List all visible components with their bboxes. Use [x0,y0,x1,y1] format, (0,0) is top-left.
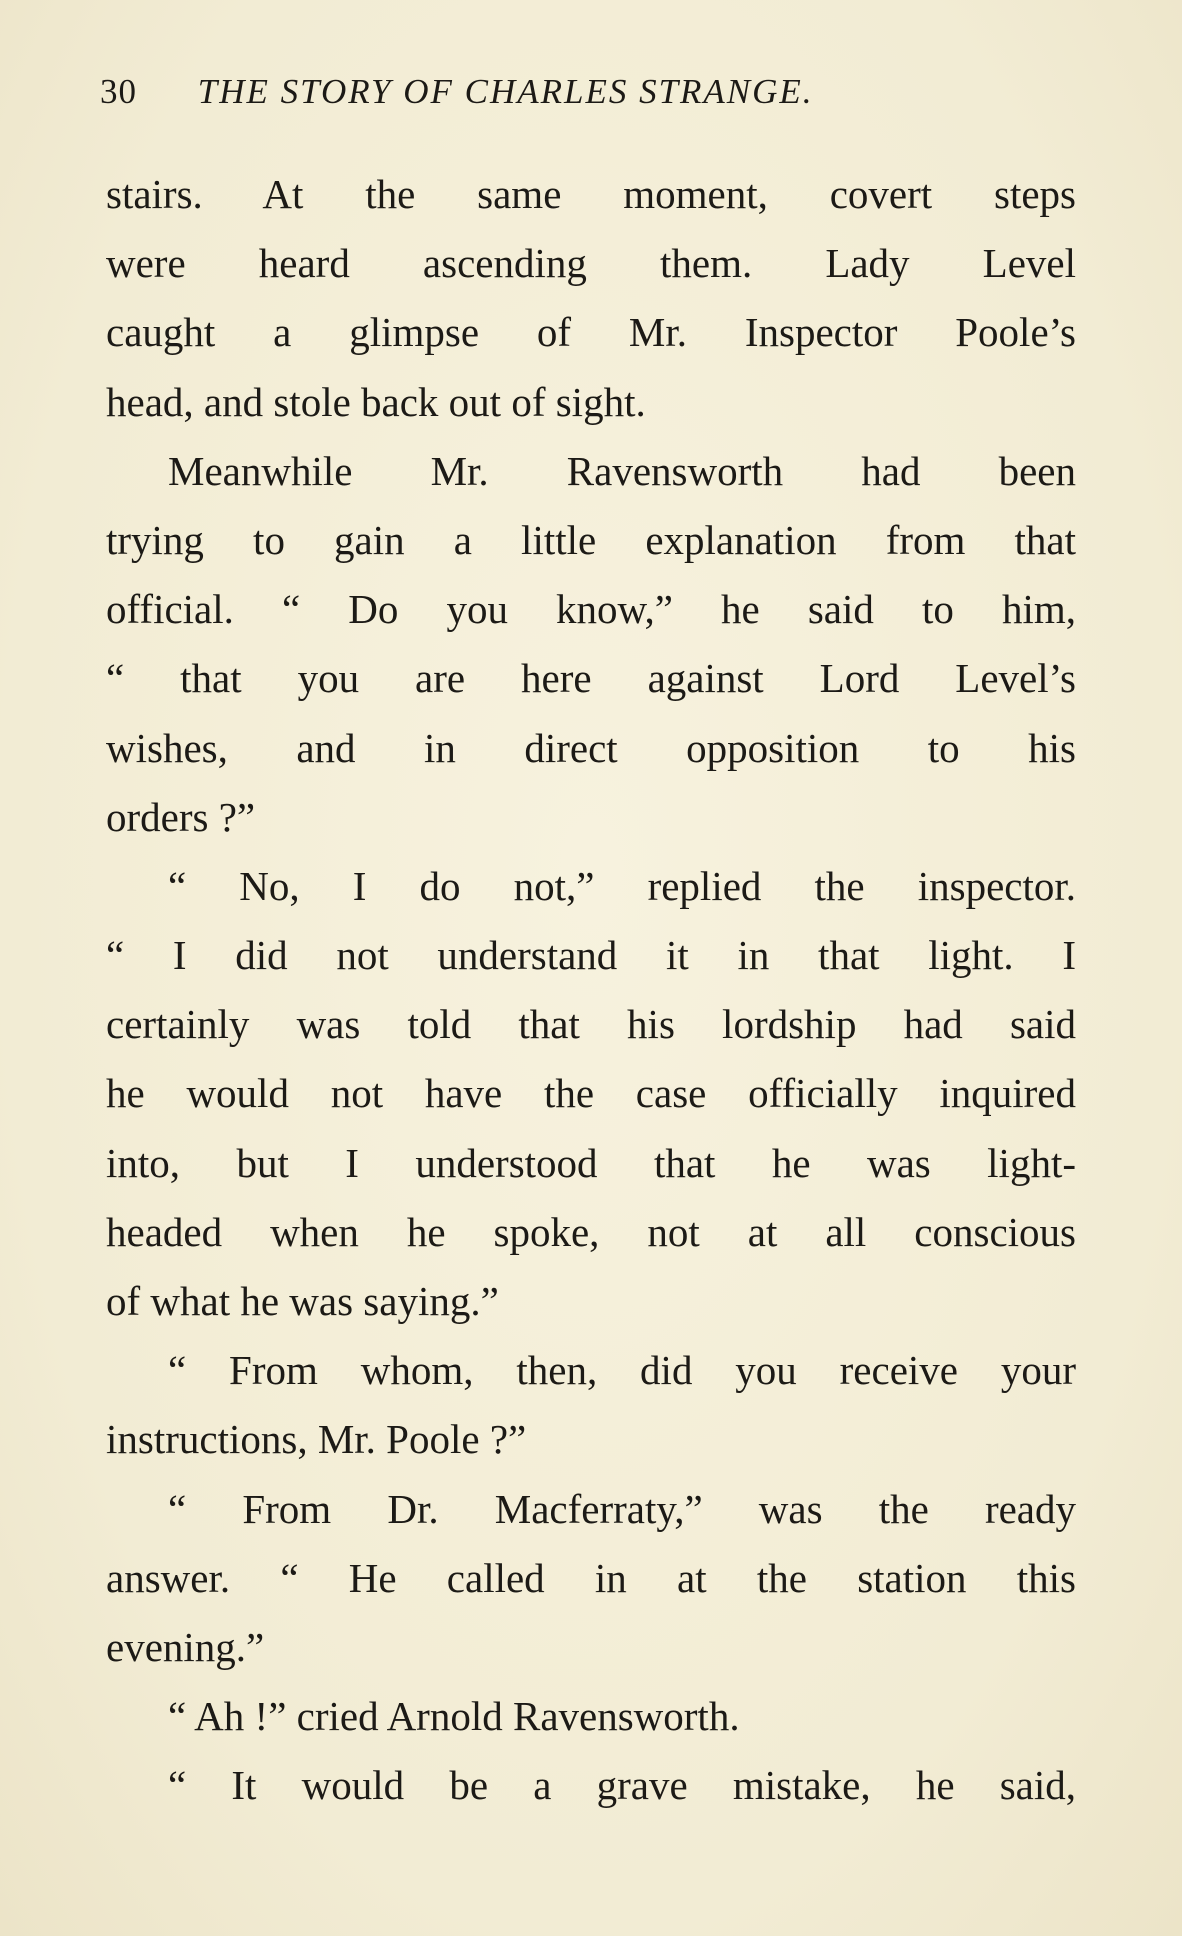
text-line: “ It would be a grave mistake, he said, [168,1762,1076,1809]
text-line: headed when he spoke, not at all conscious [106,1208,1076,1255]
text-line: “ No, I do not,” replied the inspector. [168,862,1076,909]
text-line: “ Ah !” cried Arnold Ravensworth. [168,1693,740,1740]
text-line: were heard ascending them. Lady Level [106,240,1076,287]
text-line: answer. “ He called in at the station this [106,1554,1076,1601]
text-line: “ that you are here against Lord Level’s [106,655,1076,702]
text-line: into, but I understood that he was light- [106,1139,1076,1186]
text-line: stairs. At the same moment, covert steps [106,171,1076,217]
text-line: caught a glimpse of Mr. Inspector Poole’s [106,309,1076,356]
text-line: certainly was told that his lordship had said [106,1001,1076,1048]
text-body [106,160,1076,1821]
text-line: Meanwhile Mr. Ravensworth had been [168,447,1076,494]
text-line: orders ?” [106,793,256,840]
running-head [100,72,1080,132]
text-line: of what he was saying.” [106,1278,499,1324]
running-title: THE STORY OF CHARLES STRANGE. [197,72,814,111]
text-line: trying to gain a little explanation from that [106,516,1076,563]
text-line: head, and stole back out of sight. [106,378,646,425]
text-line: wishes, and in direct opposition to his [106,724,1076,771]
text-line: instructions, Mr. Poole ?” [106,1416,527,1463]
text-line: evening.” [106,1623,265,1670]
text-line: “ From whom, then, did you receive your [168,1347,1076,1394]
text-line: official. “ Do you know,” he said to him, [106,586,1076,633]
text-line: “ I did not understand it in that light. I [106,932,1076,979]
text-line: he would not have the case officially inquired [106,1070,1076,1117]
text-line: “ From Dr. Macferraty,” was the ready [168,1485,1076,1532]
page-number: 30 [100,72,137,111]
